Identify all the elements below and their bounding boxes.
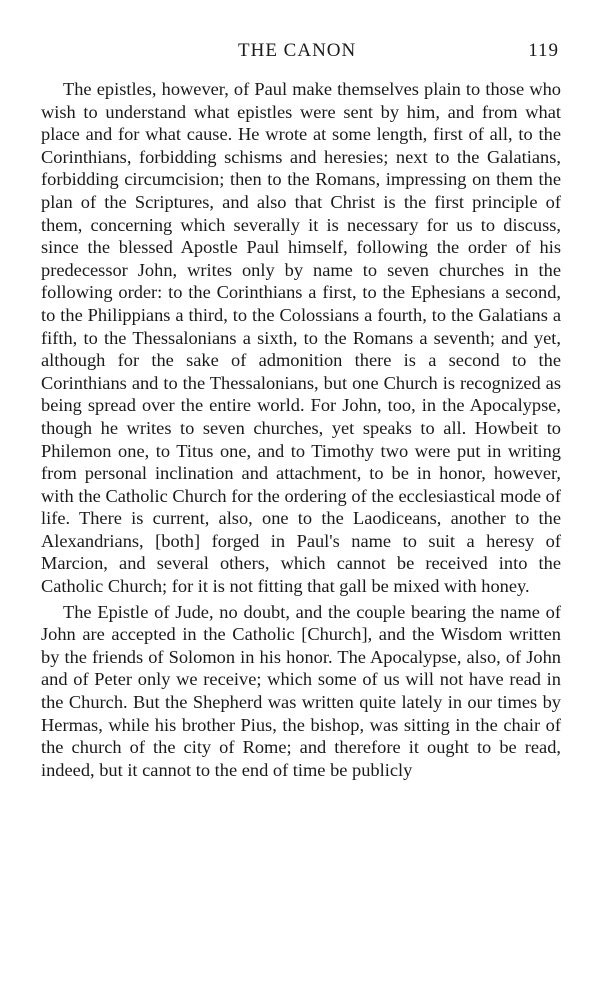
running-title: THE CANON — [238, 40, 357, 61]
body-text — [41, 78, 561, 781]
paragraph-pauline-epistles: The epistles, however, of Paul make themselves plain to those who wish to understand what epistles were sent by him, and from what place and for what cause. He wrote at some length, first of all, to the Corinthians, forbidding schisms and heresies; next to the Galatians, forbidding circumcision; then to the Romans, impressing on them the plan of the Scriptures, and also that Christ is the first principle of them, concerning which severally it is necessary for us to discuss, since the blessed Apostle Paul himself, following the order of his predecessor John, writes only by name to seven churches in the following order: to the Corinthians a first, to the Ephesians a second, to the Philippians a third, to the Colossians a fourth, to the Galatians a fifth, to the Thessalonians a sixth, to the Romans a seventh; and yet, although for the sake of admonition there is a second to the Corinthians and to the Thessalonians, but one Church is recognized as being spread over the entire world. For John, too, in the Apocalypse, though he writes to seven churches, yet speaks to all. Howbeit to Philemon one, to Titus one, and to Timothy two were put in writing from personal inclination and attachment, to be in honor, however, with the Catholic Church for the ordering of the ecclesiastical mode of life. There is current, also, one to the Laodiceans, another to the Alexandrians, [both] forged in Paul's name to suit a heresy of Marcion, and several others, which cannot be received into the Catholic Church; for it is not fitting that gall be mixed with honey. — [41, 79, 561, 597]
page-number: 119 — [528, 40, 559, 61]
paragraph-jude-and-shepherd: The Epistle of Jude, no doubt, and the couple bearing the name of John are accepted in the Catholic [Church], and the Wisdom written by the friends of Solomon in his honor. The Apocalypse, also, of John and of Peter only we receive; which some of us will not have read in the Church. But the Shepherd was written quite lately in our times by Hermas, while his brother Pius, the bishop, was sitting in the chair of the church of the city of Rome; and therefore it ought to be read, indeed, but it cannot to the end of time be publicly — [41, 601, 561, 780]
